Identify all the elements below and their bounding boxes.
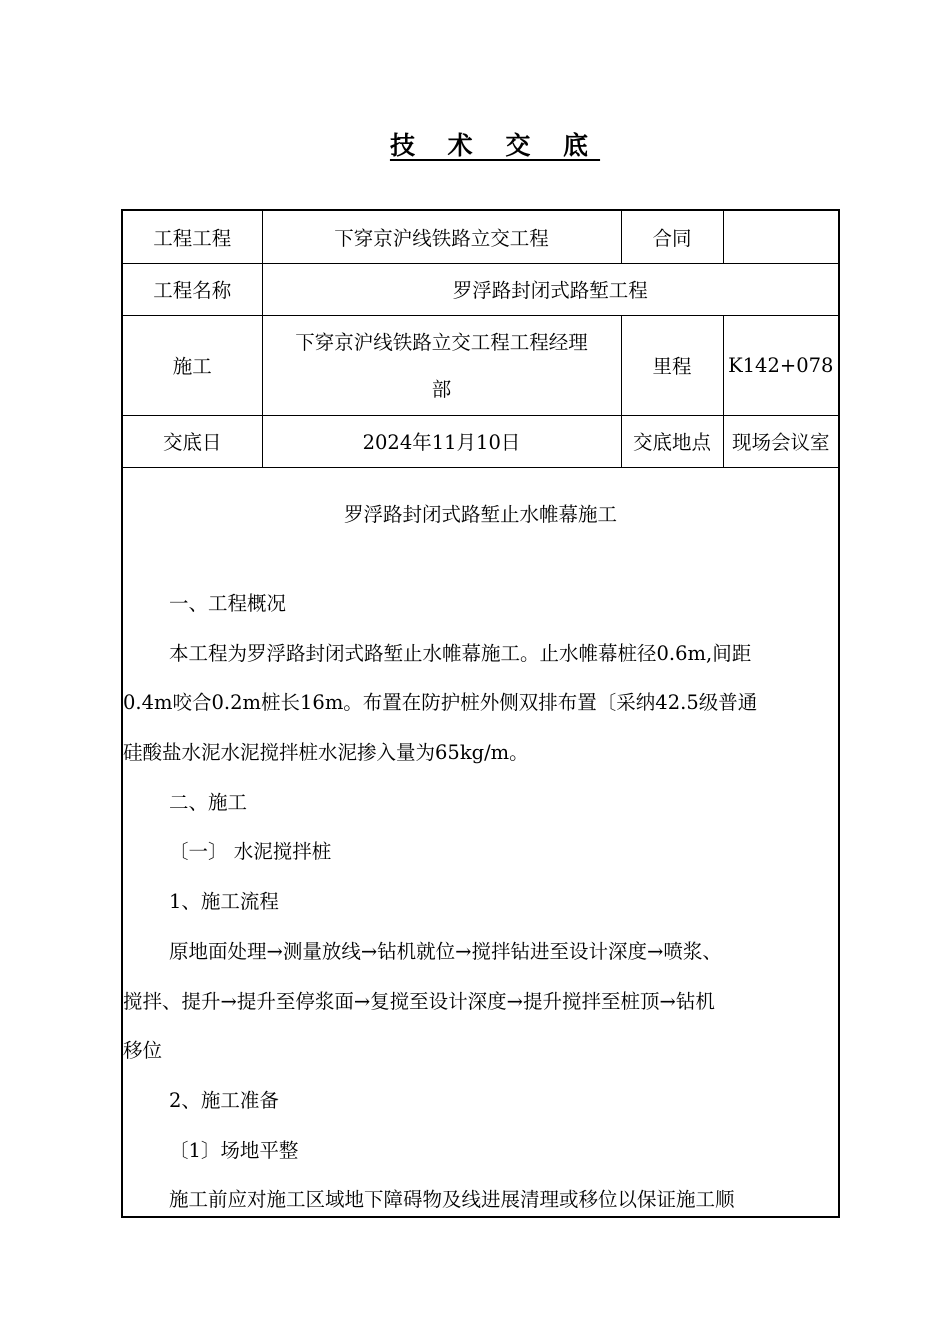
label-project-name: 工程名称 — [123, 263, 262, 315]
content-heading: 罗浮路封闭式路堑止水帷幕施工 — [343, 503, 617, 526]
label-date: 交底日 — [123, 415, 262, 467]
item-heading: 2、施工准备 — [169, 1088, 279, 1112]
paragraph-line: 硅酸盐水泥水泥搅拌桩水泥掺入量为65kg/m。 — [123, 741, 529, 765]
disclosure-form — [121, 209, 840, 1218]
paragraph-line: 移位 — [123, 1039, 163, 1063]
label-mileage: 里程 — [621, 315, 723, 415]
paragraph-line: 本工程为罗浮路封闭式路堑止水帷幕施工。止水帷幕桩径0.6m,间距 — [169, 641, 752, 665]
value-construction-line1: 下穿京沪线铁路立交工程工程经理 — [295, 331, 588, 354]
row-date — [123, 415, 838, 467]
value-project-name: 罗浮路封闭式路堑工程 — [262, 263, 838, 315]
value-construction — [262, 315, 621, 415]
value-location: 现场会议室 — [723, 415, 838, 467]
row-construction — [123, 315, 838, 415]
paragraph-line: 施工前应对施工区域地下障碍物及线进展清理或移位以保证施工顺 — [169, 1188, 735, 1212]
label-location: 交底地点 — [621, 415, 723, 467]
label-project: 工程工程 — [123, 211, 262, 263]
subitem-heading: 〔1〕场地平整 — [169, 1138, 299, 1162]
row-project — [123, 211, 838, 263]
content-lines — [123, 579, 838, 1216]
row-project-name — [123, 263, 838, 315]
label-construction: 施工 — [123, 315, 262, 415]
info-table — [123, 211, 838, 468]
label-contract: 合同 — [621, 211, 723, 263]
section-overview-heading: 一、工程概况 — [169, 592, 287, 615]
section-construction-heading: 二、施工 — [169, 790, 248, 814]
value-project: 下穿京沪线铁路立交工程 — [262, 211, 621, 263]
paragraph-line: 原地面处理→测量放线→钻机就位→搅拌钻进至设计深度→喷浆、 — [169, 939, 722, 963]
paragraph-line: 0.4m咬合0.2m桩长16m。布置在防护桩外侧双排布置〔采纳42.5级普通 — [123, 691, 758, 715]
value-date: 2024年11月10日 — [262, 415, 621, 467]
disclosure-content — [123, 469, 838, 1216]
document-title: 技 术 交 底 — [389, 131, 601, 160]
item-heading: 1、施工流程 — [169, 890, 279, 914]
value-mileage: K142+078 — [723, 315, 838, 415]
subsection-heading: 〔一〕 水泥搅拌桩 — [169, 840, 332, 864]
value-contract — [723, 211, 838, 263]
value-construction-line2: 部 — [431, 378, 452, 401]
paragraph-line: 搅拌、提升→提升至停浆面→复搅至设计深度→提升搅拌至桩顶→钻机 — [123, 989, 715, 1013]
